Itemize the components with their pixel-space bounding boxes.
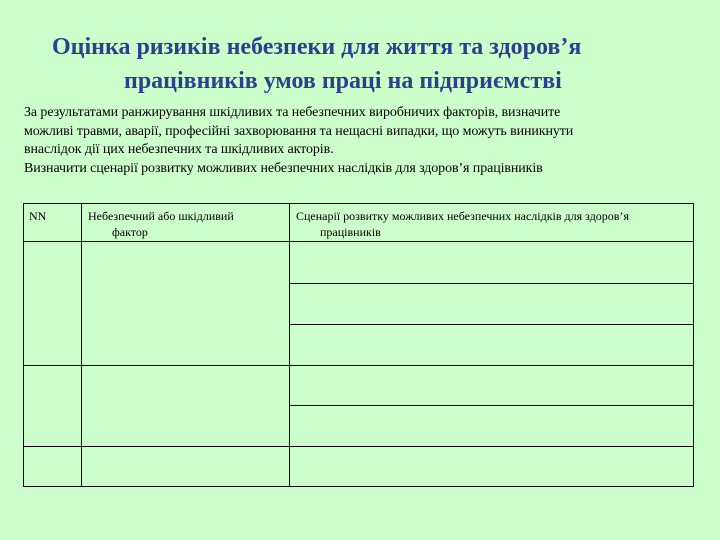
intro-line: За результатами ранжирування шкідливих та небезпечних виробничих факторів, визначите (24, 105, 561, 120)
page-title (0, 30, 720, 98)
row-divider (24, 241, 693, 242)
title-line-2: працівників умов праці на підприємстві (124, 68, 562, 94)
row-divider (289, 324, 693, 325)
column-divider (289, 204, 290, 486)
row-divider (24, 446, 693, 447)
row-divider (289, 283, 693, 284)
scenario-table (23, 203, 694, 487)
title-line-1: Оцінка ризиків небезпеки для життя та здоров’я (52, 34, 582, 60)
header-factor-line-2: фактор (112, 225, 148, 239)
header-scenarios (296, 208, 629, 240)
intro-text (24, 104, 704, 178)
row-divider (289, 405, 693, 406)
intro-line: внаслідок дії цих небезпечних та шкідливих акторів. (24, 142, 334, 157)
intro-line: Визначити сценарії розвитку можливих небезпечних наслідків для здоров’я працівників (24, 160, 543, 176)
header-factor-line-1: Небезпечний або шкідливий (88, 209, 234, 223)
header-factor (88, 208, 234, 240)
header-nn: NN (29, 209, 47, 223)
header-scenarios-line-2: працівників (320, 225, 381, 239)
row-divider (24, 365, 693, 366)
column-divider (81, 204, 82, 486)
header-scenarios-line-1: Сценарії розвитку можливих небезпечних наслідків для здоров’я (296, 209, 629, 223)
intro-line: можливі травми, аварії, професійні захворювання та нещасні випадки, що можуть виникнути (24, 123, 574, 139)
